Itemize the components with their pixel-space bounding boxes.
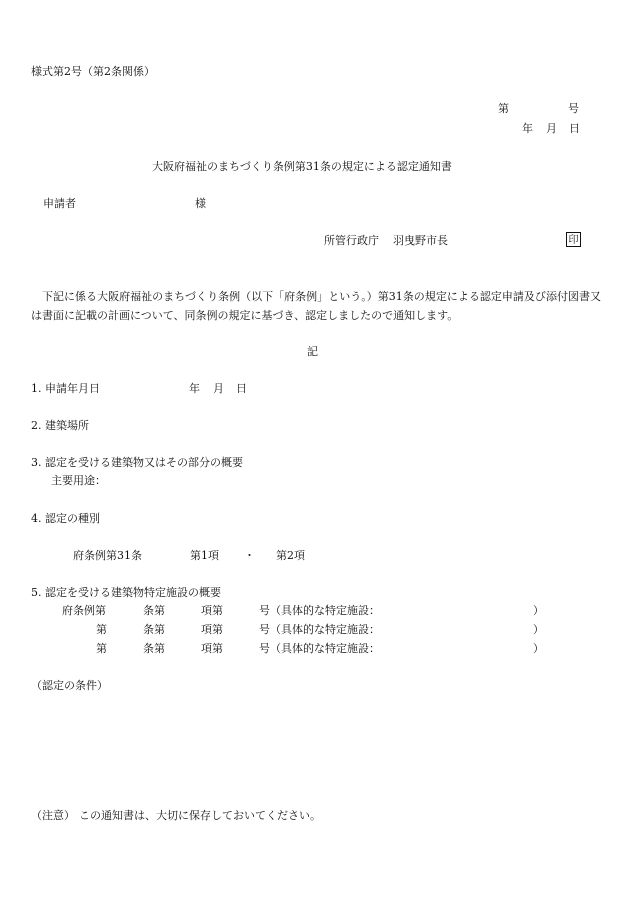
document-title: 大阪府福祉のまちづくり条例第31条の規定による認定通知書	[152, 160, 452, 173]
facility-row-jou: 条第	[143, 623, 165, 636]
facility-row-close: ）	[533, 604, 544, 617]
item-3-label: 3. 認定を受ける建築物又はその部分の概要	[31, 456, 243, 469]
facility-row-kou: 項第	[201, 642, 223, 655]
facility-row-prefix: 府条例第	[62, 604, 106, 617]
item-1-year: 年	[189, 382, 200, 395]
item-4-option-2: 第2項	[276, 549, 305, 562]
item-4-label: 4. 認定の種別	[31, 512, 100, 525]
note-label: （注意）	[31, 809, 75, 822]
issuer-office: 所管行政庁	[324, 234, 379, 247]
applicant-honorific: 様	[195, 197, 206, 210]
item-4-option-1: 第1項	[190, 549, 219, 562]
conditions-label: （認定の条件）	[31, 679, 108, 692]
seal-stamp: 印	[566, 232, 581, 247]
date-month: 月	[546, 122, 557, 135]
item-1-month: 月	[213, 382, 224, 395]
item-1-label: 1. 申請年月日	[31, 382, 100, 395]
facility-row-close: ）	[533, 642, 544, 655]
number-prefix: 第	[498, 102, 509, 115]
date-year: 年	[522, 122, 533, 135]
facility-row-kou: 項第	[201, 604, 223, 617]
note-text: この通知書は、大切に保存しておいてください。	[79, 809, 321, 822]
facility-row-kou: 項第	[201, 623, 223, 636]
issuer-name: 羽曳野市長	[393, 234, 448, 247]
item-4-ordinance: 府条例第31条	[73, 549, 142, 562]
facility-row-gou: 号（具体的な特定施設：	[259, 623, 380, 636]
facility-row-jou: 条第	[143, 642, 165, 655]
facility-row-prefix: 第	[96, 623, 107, 636]
body-text: 下記に係る大阪府福祉のまちづくり条例（以下「府条例」という。）第31条の規定による認定申請及び添付図書又は書面に記載の計画について、同条例の規定に基づき、認定しましたので通知します。	[31, 290, 601, 322]
date-day: 日	[569, 122, 580, 135]
facility-row-jou: 条第	[143, 604, 165, 617]
facility-row-gou: 号（具体的な特定施設：	[259, 642, 380, 655]
form-label: 様式第2号（第2条関係）	[31, 65, 155, 78]
facility-row-gou: 号（具体的な特定施設：	[259, 604, 380, 617]
facility-row-prefix: 第	[96, 642, 107, 655]
ki-heading: 記	[307, 345, 318, 358]
item-3-sub: 主要用途：	[51, 474, 106, 487]
item-5-label: 5. 認定を受ける建築物特定施設の概要	[31, 586, 221, 599]
facility-row-close: ）	[533, 623, 544, 636]
item-2-label: 2. 建築場所	[31, 419, 89, 432]
applicant-label: 申請者	[43, 197, 76, 210]
item-4-dot: ・	[244, 549, 255, 562]
number-suffix: 号	[568, 102, 579, 115]
item-1-day: 日	[236, 382, 247, 395]
